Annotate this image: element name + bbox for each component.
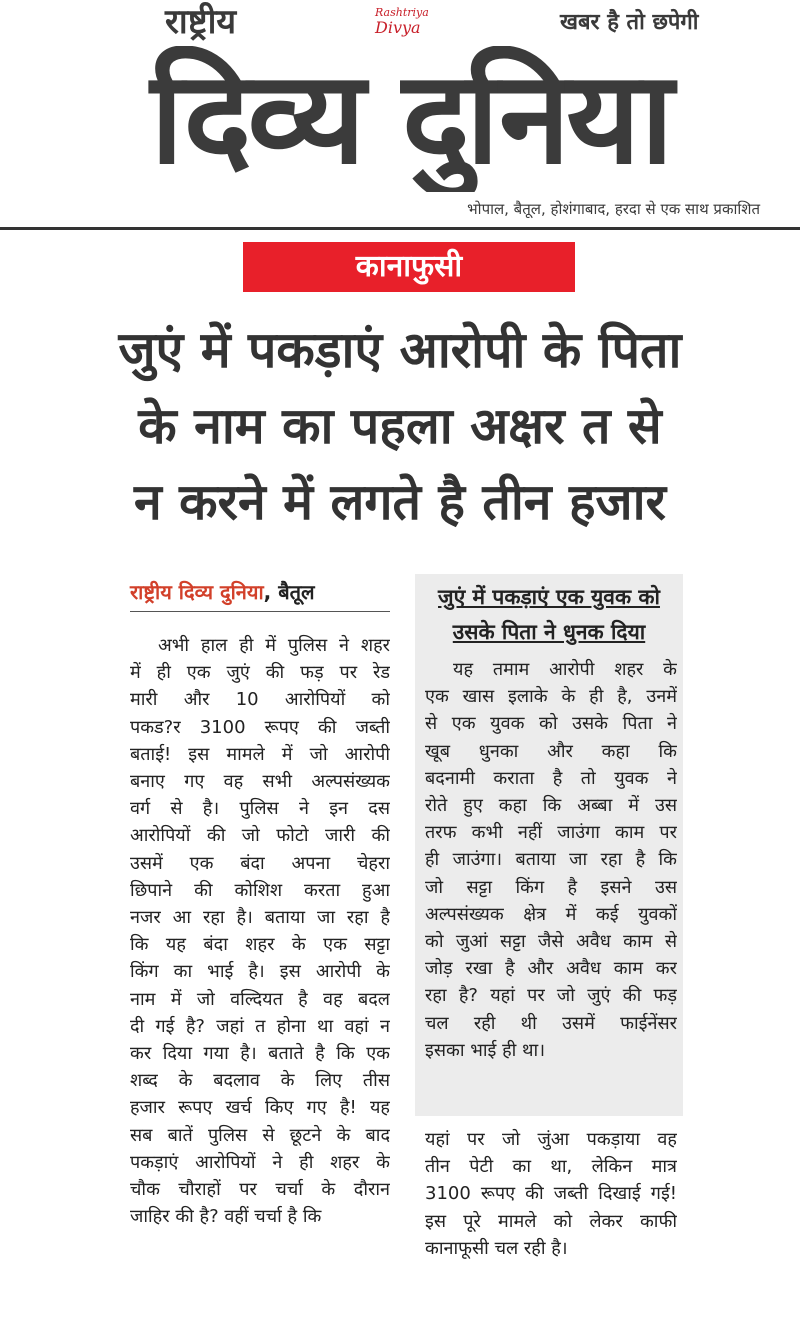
text-line: एक खास इलाके के ही है, उनमें [425,686,677,708]
text-line: बताई! इस मामले में जो आरोपी [130,743,390,765]
masthead-tagline: भोपाल, बैतूल, होशंगाबाद, हरदा से एक साथ प्रकाशित [467,200,760,218]
box-title-line: जुएं में पकड़ाएं एक युवक को [438,585,660,609]
text-line: यह तमाम आरोपी शहर के [453,659,677,680]
text-line: वर्ग से है। पुलिस ने इन दस [130,798,390,820]
logo [375,6,429,37]
logo-line1: Rashtriya [375,6,429,19]
text-line: रहा है? यहां पर जो जुएं की फड़ [425,985,677,1007]
headline [100,312,700,540]
text-line: नजर आ रहा है। बताया जा रहा है [130,907,390,929]
section-banner: कानाफुसी [243,242,575,292]
text-line: पकड़ाएं आरोपियों ने ही शहर के [130,1151,390,1173]
text-line: इस पूरे मामले को लेकर काफी [425,1210,677,1232]
masthead-title: दिव्य दुनिया [150,46,670,192]
text-line: इसका भाई ही था। [425,1039,546,1061]
text-line: तीन पेटी का था, लेकिन मात्र [425,1156,677,1178]
text-line: कि यह बंदा शहर के एक सट्टा [130,934,390,956]
text-line: जोड़ रखा है और अवैध काम कर [425,958,677,980]
article-column-right [425,1126,677,1262]
byline-source: राष्ट्रीय दिव्य दुनिया [130,580,264,604]
text-line: ही जाउंगा। बताया जा रहा है कि [425,849,677,871]
box-title-line: उसके पिता ने धुनक दिया [452,620,646,644]
article-column-left [130,632,390,1230]
text-line: अभी हाल ही में पुलिस ने शहर [158,635,390,656]
logo-line2: Divya [375,18,421,37]
headline-line: न करने में लगते है तीन हजार [133,473,667,531]
text-line: कर दिया गया है। बताते है कि एक [130,1043,390,1065]
text-line: चौक चौराहों पर चर्चा के दौरान [130,1179,390,1201]
masthead-slogan: खबर है तो छपेगी [560,10,699,35]
sidebar-box-text [425,656,677,1064]
text-line: कानाफूसी चल रही है। [425,1237,568,1259]
sidebar-box-title [415,580,683,650]
text-line: तरफ कभी नहीं जाउंगा काम पर [425,822,677,844]
text-line: आरोपियों की जो फोटो जारी की [130,825,390,847]
text-line: पकड?र 3100 रूपए की जब्ती [130,716,390,738]
text-line: बनाए गए वह सभी अल्पसंख्यक [130,771,390,793]
byline [130,578,390,612]
text-line: छिपाने की कोशिश करता हुआ [130,879,390,901]
text-line: को जुआं सट्टा जैसे अवैध काम से [425,931,677,953]
headline-line: के नाम का पहला अक्षर त से [138,397,662,455]
text-line: हजार रूपए खर्च किए गए है! यह [130,1097,390,1119]
text-line: चल रही थी उसमें फाईनेंसर [425,1012,677,1034]
text-line: सब बातें पुलिस से छूटने के बाद [130,1124,390,1146]
text-line: से एक युवक को उसके पिता ने [425,713,677,735]
text-line: बदनामी कराता है तो युवक ने [425,767,677,789]
text-line: शब्द के बदलाव के लिए तीस [130,1070,390,1092]
text-line: नाम में जो वल्दियत है वह बदल [130,988,390,1010]
text-line: उसमें एक बंदा अपना चेहरा [130,852,390,874]
text-line: दी गई है? जहां त होना था वहां न [130,1015,390,1037]
masthead-divider [0,227,800,230]
text-line: यहां पर जो जुंआ पकड़ाया वह [425,1129,677,1150]
masthead-rashtriya: राष्ट्रीय [165,2,237,42]
byline-place: , बैतूल [263,580,315,604]
text-line: जाहिर की है? वहीं चर्चा है कि [130,1206,322,1228]
text-line: मारी और 10 आरोपियों को [130,689,390,711]
text-line: किंग का भाई है। इस आरोपी के [130,961,390,983]
text-line: अल्पसंख्यक क्षेत्र में कई युवकों [425,903,677,925]
text-line: 3100 रूपए की जब्ती दिखाई गई! [425,1183,677,1205]
text-line: में ही एक जुएं की फड़ पर रेड [130,662,390,684]
text-line: जो सट्टा किंग है इसने उस [425,876,677,898]
headline-line: जुएं में पकड़ाएं आरोपी के पिता [118,321,682,379]
text-line: खूब धुनका और कहा कि [425,740,677,762]
text-line: रोते हुए कहा कि अब्बा में उस [425,795,677,817]
